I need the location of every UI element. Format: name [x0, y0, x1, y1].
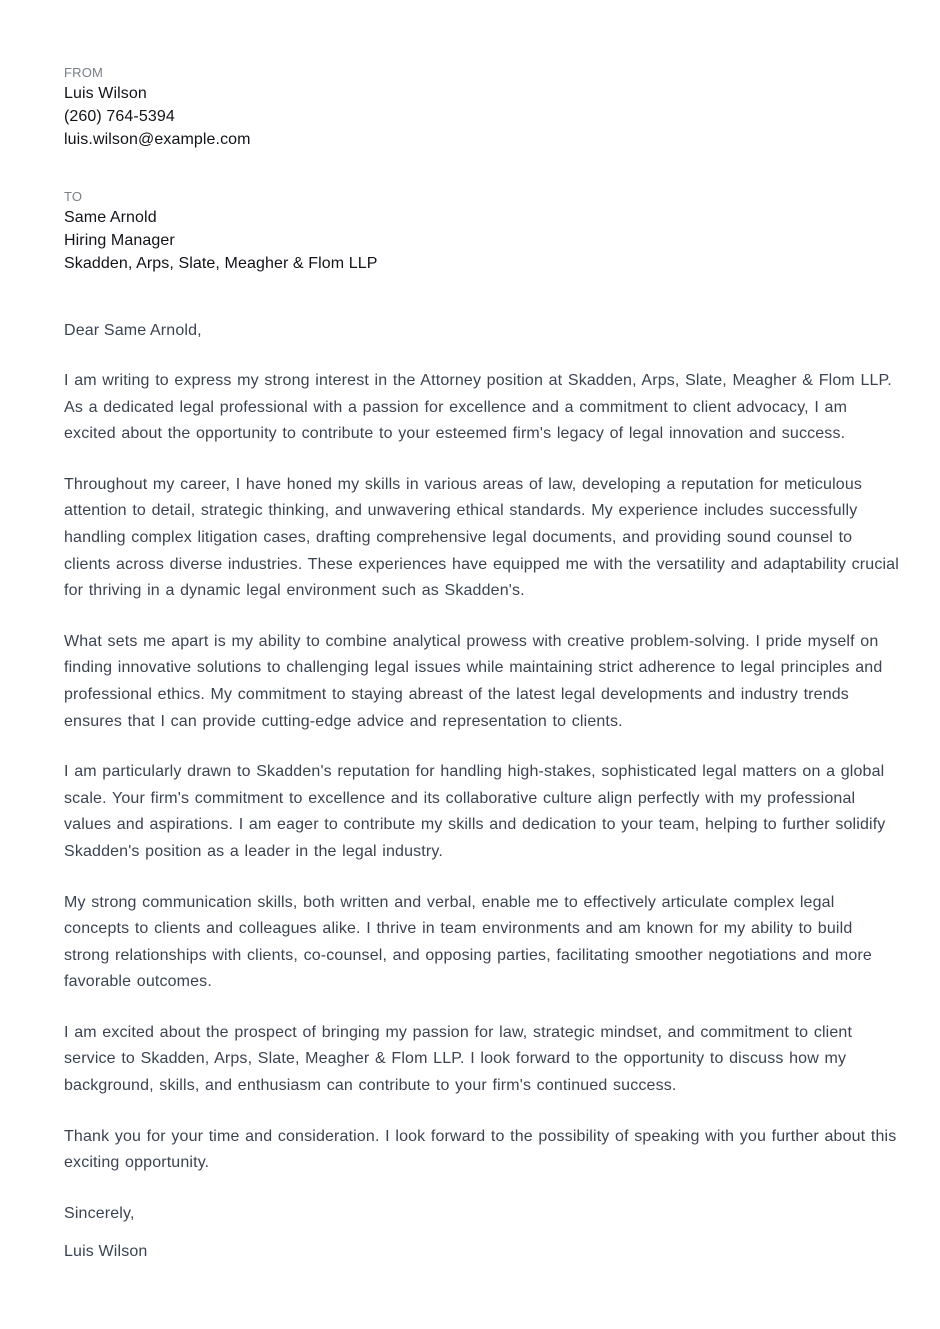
- from-label: FROM: [64, 65, 104, 80]
- to-label: TO: [64, 189, 83, 204]
- recipient-title: Hiring Manager: [64, 232, 175, 249]
- sender-phone: (260) 764-5394: [64, 108, 175, 125]
- body-paragraph-1: I am writing to express my strong interest in the Attorney position at Skadden, Arps, Slate, Meagher & Flom LLP. As a dedicated legal professional with a passion for excellence and a commitment to client advocacy, I am excited about the opportunity to contribute to your esteemed firm's legacy of legal innovation and success.: [64, 372, 892, 443]
- letter-body: [64, 318, 900, 1265]
- recipient-block: [64, 188, 900, 275]
- body-paragraph-5: My strong communication skills, both written and verbal, enable me to effectively articulate complex legal concepts to clients and colleagues alike. I thrive in team environments and am known for my ability to build strong relationships with clients, co-counsel, and opposing parties, facilitating smoother negotiations and more favorable outcomes.: [64, 893, 872, 991]
- recipient-name: Same Arnold: [64, 209, 157, 226]
- cover-letter: [64, 64, 900, 1265]
- sender-name: Luis Wilson: [64, 85, 147, 102]
- salutation: Dear Same Arnold,: [64, 322, 202, 339]
- sender-email: luis.wilson@example.com: [64, 131, 251, 148]
- closing: Sincerely,: [64, 1204, 135, 1222]
- sender-block: [64, 64, 900, 151]
- body-paragraph-4: I am particularly drawn to Skadden's reputation for handling high-stakes, sophisticated legal matters on a global scale. Your firm's commitment to excellence and its collaborative culture align perfectly with my professional values and aspirations. I am eager to contribute my skills and dedication to your team, helping to further solidify Skadden's position as a leader in the legal industry.: [64, 763, 886, 860]
- body-paragraph-3: What sets me apart is my ability to combine analytical prowess with creative problem-solving. I pride myself on finding innovative solutions to challenging legal issues while maintaining strict adherence to legal principles and professional ethics. My commitment to staying abreast of the latest legal developments and industry trends ensures that I can provide cutting-edge advice and representation to clients.: [64, 632, 883, 730]
- body-paragraph-6: I am excited about the prospect of bringing my passion for law, strategic mindset, and commitment to client service to Skadden, Arps, Slate, Meagher & Flom LLP. I look forward to the opportunity to discuss how my background, skills, and enthusiasm can contribute to your firm's continued success.: [64, 1023, 853, 1095]
- body-paragraph-2: Throughout my career, I have honed my skills in various areas of law, developing a reputation for meticulous attention to detail, strategic thinking, and unwavering ethical standards. My experience includes successfully handling complex litigation cases, drafting comprehensive legal documents, and providing sound counsel to clients across diverse industries. These experiences have equipped me with the versatility and adaptability crucial for thriving in a dynamic legal environment such as Skadden's.: [64, 475, 899, 600]
- recipient-company: Skadden, Arps, Slate, Meagher & Flom LLP: [64, 255, 378, 272]
- body-paragraph-7: Thank you for your time and consideration. I look forward to the possibility of speaking with you further about this exciting opportunity.: [64, 1127, 897, 1172]
- signature: Luis Wilson: [64, 1242, 148, 1260]
